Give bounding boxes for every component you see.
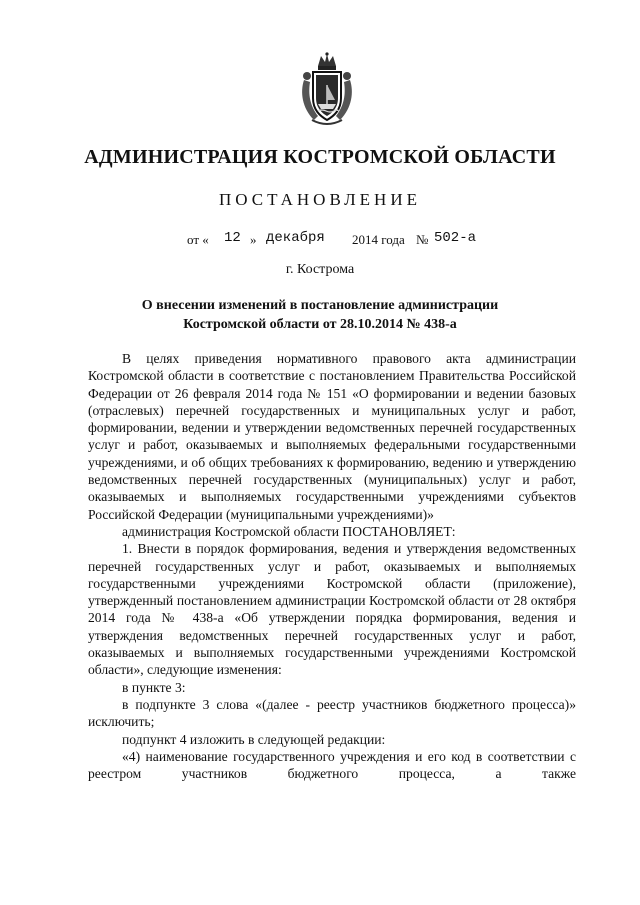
point-3-paragraph: в пункте 3:: [122, 679, 186, 695]
subject-line-1: О внесении изменений в постановление администрации: [141, 298, 499, 313]
date-number-line: [0, 232, 640, 252]
subject-line-2: Костромской области от 28.10.2014 № 438-а: [183, 317, 457, 332]
subpoint-4-text-paragraph: «4) наименование государственного учреждения и его код в соответствии с реестром участников бюджетного процесса, а также: [88, 748, 576, 782]
organization-title: АДМИНИСТРАЦИЯ КОСТРОМСКОЙ ОБЛАСТИ: [84, 146, 556, 168]
preamble-paragraph: В целях приведения нормативного правового акта администрации Костромской области в соответствие с постановлением Правительства Российской Федерации от 26 февраля 2014 года № 151 «О формировании и ведении базовых (отраслевых) перечней государственных и муниципальных услуг и работ, формировании, ведении и утверждении ведомственных перечней государственных услуг и работ, оказываемых и выполняемых федеральными государственными учреждениями, и об общих требованиях к формированию, ведению и утверждению ведомственных перечней государственных (муниципальных) услуг и работ, оказываемых и выполняемых государственными учреждениями субъектов Российской Федерации (муниципальными учреждениями)»: [88, 351, 576, 522]
kostroma-region-coat-of-arms-icon: [298, 52, 356, 126]
document-type: ПОСТАНОВЛЕНИЕ: [218, 190, 421, 209]
subpoint-3-paragraph: в подпункте 3 слова «(далее - реестр участников бюджетного процесса)» исключить;: [88, 696, 576, 730]
date-year: 2014 года: [352, 232, 405, 247]
number-label: №: [416, 232, 429, 247]
document-subject: [0, 296, 640, 334]
resolution-paragraph: администрация Костромской области ПОСТАНОВЛЯЕТ:: [122, 523, 456, 539]
subpoint-4-paragraph: подпункт 4 изложить в следующей редакции:: [122, 731, 386, 747]
document-number: 502-а: [434, 230, 477, 246]
document-body: [88, 350, 576, 782]
item-1-paragraph: 1. Внести в порядок формирования, ведения и утверждения ведомственных перечней государственных услуг и работ, оказываемых и выполняемых государственными учреждениями Костромской области (приложение), утвержденный постановлением администрации Костромской области от 28 октября 2014 года № 438-а «Об утверждении порядка формирования, ведения и утверждения ведомственных перечней государственных услуг и работ, оказываемых и выполняемых государственными учреждениями Костромской области», следующие изменения:: [88, 541, 576, 678]
date-month: декабря: [266, 230, 325, 246]
date-separator: »: [250, 232, 257, 247]
date-prefix: от «: [187, 232, 209, 247]
city: г. Кострома: [285, 262, 355, 277]
date-day: 12: [224, 230, 241, 246]
